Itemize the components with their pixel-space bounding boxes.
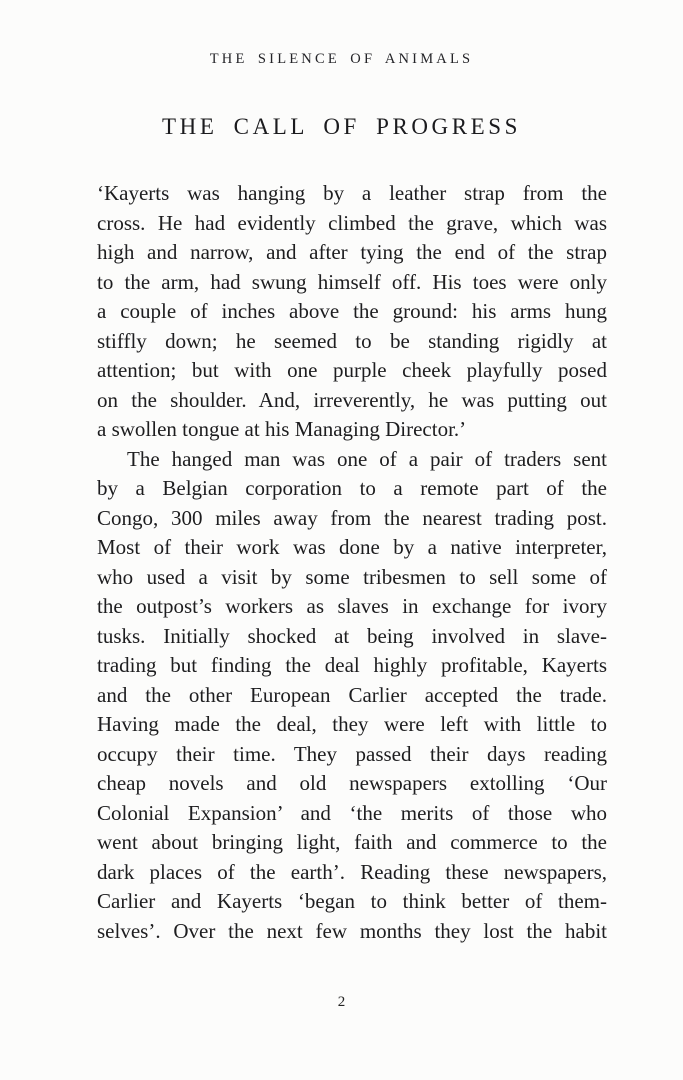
text-line: on the shoulder. And, irreverently, he was putting out bbox=[97, 387, 607, 412]
text-line: The hanged man was one of a pair of traders sent bbox=[127, 446, 607, 471]
text-line: Colonial Expansion’ and ‘the merits of those who bbox=[97, 800, 607, 825]
text-line: ‘Kayerts was hanging by a leather strap from the bbox=[97, 181, 607, 205]
text-line: went about bringing light, faith and commerce to the bbox=[97, 830, 607, 854]
text-line: dark places of the earth’. Reading these newspapers, bbox=[97, 859, 607, 884]
text-line: Having made the deal, they were left with little to bbox=[97, 712, 607, 736]
text-line: selves’. Over the next few months they lost the habit bbox=[97, 918, 607, 943]
text-line: tusks. Initially shocked at being involved in slave- bbox=[97, 623, 607, 648]
page-number: 2 bbox=[337, 994, 346, 1010]
chapter-title: THE CALL OF PROGRESS bbox=[162, 114, 521, 139]
text-line: the outpost’s workers as slaves in exchange for ivory bbox=[97, 594, 607, 618]
text-line: cheap novels and old newspapers extolling ‘Our bbox=[97, 771, 607, 795]
text-line: Carlier and Kayerts ‘began to think better of them- bbox=[97, 889, 607, 913]
text-line: by a Belgian corporation to a remote part of the bbox=[97, 476, 607, 500]
text-line: Most of their work was done by a native interpreter, bbox=[97, 535, 607, 559]
text-line: stiffly down; he seemed to be standing rigidly at bbox=[97, 328, 607, 353]
text-line: to the arm, had swung himself off. His toes were only bbox=[97, 269, 607, 294]
text-line: and the other European Carlier accepted the trade. bbox=[97, 682, 607, 707]
text-line: cross. He had evidently climbed the grave, which was bbox=[97, 210, 607, 235]
text-line: attention; but with one purple cheek playfully posed bbox=[97, 358, 607, 382]
text-line: Congo, 300 miles away from the nearest trading post. bbox=[97, 505, 607, 530]
text-line: a swollen tongue at his Managing Director.’ bbox=[97, 417, 467, 441]
text-line: a couple of inches above the ground: his arms hung bbox=[97, 299, 607, 323]
text-line: who used a visit by some tribesmen to sell some of bbox=[97, 564, 607, 589]
text-line: trading but finding the deal highly profitable, Kayerts bbox=[97, 653, 607, 677]
text-line: occupy their time. They passed their days reading bbox=[97, 741, 607, 766]
body-text bbox=[97, 179, 607, 946]
text-line: high and narrow, and after tying the end of the strap bbox=[97, 240, 607, 264]
running-header: THE SILENCE OF ANIMALS bbox=[209, 51, 474, 67]
